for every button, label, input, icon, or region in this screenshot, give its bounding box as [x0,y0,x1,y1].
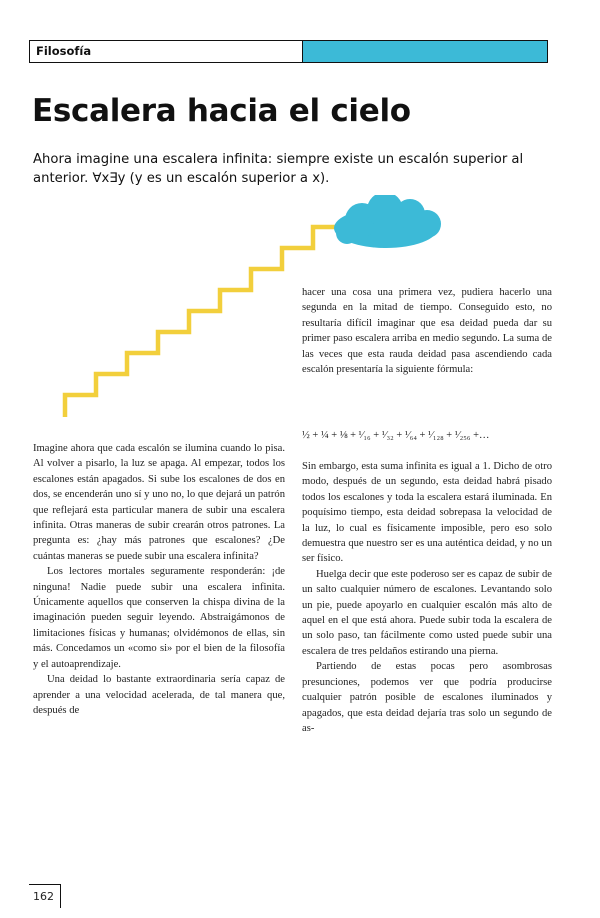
page-title: Escalera hacia el cielo [32,93,411,129]
paragraph: Imagine ahora que cada escalón se ilumina cuando lo pisa. Al volver a pisarlo, la luz se apaga. Al empezar, todos los escalones están apagados. Si sube los escalones de dos en dos, se encenderán uno sí y uno no, lo que dejará un patrón que reflejará esta particular manera de subir una escalera infinita. Otras maneras de subir crearán otros patrones. La pregunta es: ¿hay más patrones que escalones? ¿De cuántas maneras se puede subir una escalera infinita? [33,443,285,562]
paragraph: Sin embargo, esta suma infinita es igual a 1. Dicho de otro modo, después de un segundo, esta deidad habrá pisado todos los escalones y toda la escalera estará iluminada. En poquísimo tiempo, esta deidad sobrepasa la velocidad de la luz, lo cual es físicamente imposible, pero eso solo demuestra que nuestro ser es una auténtica deidad, y no un ser físico. [302,461,552,565]
header-accent-band [302,40,548,63]
subtitle: Ahora imagine una escalera infinita: siempre existe un escalón superior al anterior. ∀x∃y (y es un escalón superior a x). [33,152,524,186]
page-number: 162 [29,884,61,908]
paragraph: Los lectores mortales seguramente responderán: ¡de ninguna! Nadie puede subir una escalera infinita. Únicamente aquellos que conserven la chispa divina de la imaginación pueden seguir leyendo. Abstraigámonos de limitaciones físicas y humanas; olvidémonos de ellas, sin más. Concedamos un «como si» por el bien de la filosofía y el autoaprendizaje. [33,566,285,670]
left-column [33,441,285,718]
paragraph: Partiendo de estas pocas pero asombrosas presunciones, podemos ver que podría producirse cualquier patrón posible de escalones iluminados y apagados, que esta deidad dejaría tras solo un segundo de as- [302,661,552,734]
right-column-top [302,285,552,377]
paragraph: Huelga decir que este poderoso ser es capaz de subir de un salto cualquier número de escalones. Levantando solo un pie, puede apoyarlo en cualquier escalón más alto de aquel en el que está ahora. Puede subir toda la escalera de un solo paso, tan fácilmente como usted puede subir una escalera de tres peldaños estirando una pierna. [302,568,552,657]
right-column-bottom [302,459,552,736]
paragraph: hacer una cosa una primera vez, pudiera hacerlo una segunda en la mitad de tiempo. Conseguido esto, no resultaría difícil imaginar que esa deidad pueda dar su primer paso escalera arriba en medio segundo. La suma de las veces que esta rauda deidad pasa ascendiendo cada escalón presentaría la siguiente fórmula: [302,287,552,376]
cloud-icon [334,195,441,248]
paragraph: Una deidad lo bastante extraordinaria sería capaz de aprender a una velocidad acelerada, de tal manera que, después de [33,674,285,716]
section-label: Filosofía [29,40,302,63]
formula: ½ + ¼ + ⅛ + ¹⁄₁₆ + ¹⁄₃₂ + ¹⁄₆₄ + ¹⁄₁₂₈ + ¹⁄₂₅₆ +… [302,430,490,441]
